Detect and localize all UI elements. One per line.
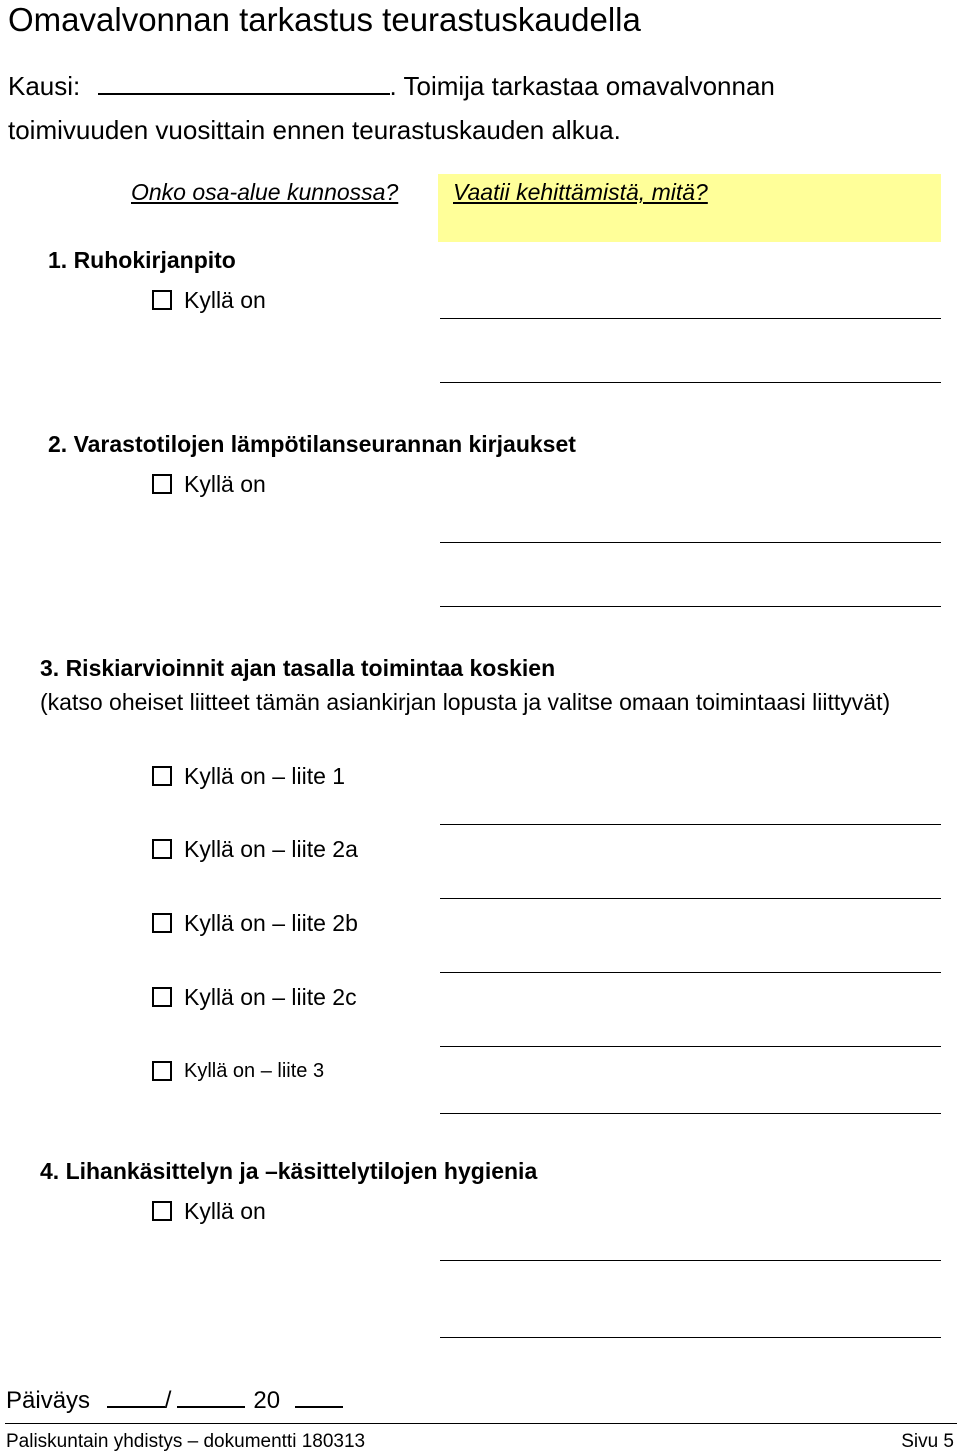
checkbox[interactable] [152, 987, 172, 1007]
checkbox[interactable] [152, 1201, 172, 1221]
answer-line[interactable] [440, 542, 941, 543]
checkbox[interactable] [152, 839, 172, 859]
answer-line[interactable] [440, 1337, 941, 1338]
section-3-note: (katso oheiset liitteet tämän asiankirjan lopusta ja valitse omaan toimintaasi liittyvät) [40, 689, 891, 715]
section-1-heading: 1. Ruhokirjanpito [48, 247, 236, 273]
date-slash: / [164, 1387, 172, 1414]
section-1-option[interactable] [152, 285, 266, 315]
column-header-ok: Onko osa-alue kunnossa? [131, 179, 399, 205]
option-label: Kyllä on – liite 2a [184, 836, 358, 862]
footer-divider [5, 1423, 957, 1424]
intro-line-2: toimivuuden vuosittain ennen teurastuskauden alkua. [8, 115, 621, 145]
date-day-blank[interactable] [107, 1386, 165, 1408]
answer-line[interactable] [440, 1113, 941, 1114]
section-2-option[interactable] [152, 469, 266, 499]
footer-page-number: Sivu 5 [901, 1431, 954, 1452]
section-4-heading: 4. Lihankäsittelyn ja –käsittelytilojen hygienia [40, 1158, 538, 1184]
section-3-option-3[interactable] [152, 908, 358, 938]
section-3-option-4[interactable] [152, 982, 357, 1012]
checkbox[interactable] [152, 766, 172, 786]
season-blank[interactable] [98, 71, 390, 95]
column-header-improve: Vaatii kehittämistä, mitä? [453, 179, 708, 205]
answer-line[interactable] [440, 824, 941, 825]
section-3-heading: 3. Riskiarvioinnit ajan tasalla toimintaa koskien [40, 655, 556, 681]
footer-left: Paliskuntain yhdistys – dokumentti 180313 [6, 1431, 366, 1452]
answer-line[interactable] [440, 972, 941, 973]
intro-line-1-rest: . Toimija tarkastaa omavalvonnan [389, 71, 775, 101]
section-2-heading: 2. Varastotilojen lämpötilanseurannan kirjaukset [48, 431, 576, 457]
answer-line[interactable] [440, 1046, 941, 1047]
answer-line[interactable] [440, 318, 941, 319]
date-row [6, 1385, 343, 1417]
date-month-blank[interactable] [177, 1386, 245, 1408]
option-label: Kyllä on [184, 471, 266, 497]
section-3-option-1[interactable] [152, 761, 345, 791]
section-3-option-5[interactable] [152, 1056, 324, 1086]
option-label: Kyllä on – liite 3 [184, 1060, 325, 1082]
answer-line[interactable] [440, 898, 941, 899]
section-4-option[interactable] [152, 1196, 266, 1226]
answer-line[interactable] [440, 1260, 941, 1261]
page-title: Omavalvonnan tarkastus teurastuskaudella [8, 1, 641, 38]
answer-line[interactable] [440, 606, 941, 607]
date-label: Päiväys [6, 1387, 91, 1414]
checkbox[interactable] [152, 913, 172, 933]
intro-line-1 [8, 70, 775, 102]
option-label: Kyllä on – liite 2c [184, 984, 357, 1010]
answer-line[interactable] [440, 382, 941, 383]
option-label: Kyllä on – liite 2b [184, 910, 358, 936]
checkbox[interactable] [152, 1061, 172, 1081]
checkbox[interactable] [152, 474, 172, 494]
season-label: Kausi: [8, 71, 81, 101]
date-year-blank[interactable] [295, 1386, 343, 1408]
option-label: Kyllä on [184, 287, 266, 313]
date-year-prefix: 20 [253, 1387, 281, 1414]
section-3-option-2[interactable] [152, 834, 358, 864]
option-label: Kyllä on [184, 1198, 266, 1224]
checkbox[interactable] [152, 290, 172, 310]
option-label: Kyllä on – liite 1 [184, 763, 346, 789]
